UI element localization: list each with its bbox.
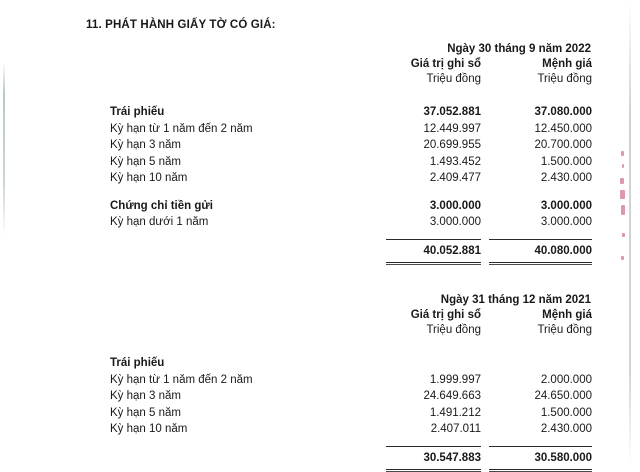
column-header-face-value: Mệnh giá [489, 57, 592, 72]
financial-table-2021 [110, 293, 592, 472]
row-label: Kỳ hạn dưới 1 năm [110, 214, 386, 231]
row-value-face: 20.700.000 [489, 137, 592, 154]
total-value-face: 40.080.000 [489, 243, 592, 259]
column-header-book-value: Giá trị ghi sổ [386, 308, 489, 323]
table-total-2022 [110, 239, 592, 266]
total-column-book [386, 239, 489, 266]
row-value-face: 2.430.000 [489, 421, 592, 438]
total-column-face [489, 446, 592, 472]
row-value-face: 2.000.000 [489, 372, 592, 389]
column-header-face-value: Mệnh giá [489, 308, 592, 323]
scan-artifact-mark [620, 190, 625, 199]
total-rule-top [386, 239, 481, 240]
total-rule-top [489, 446, 592, 447]
table-body-2022 [110, 104, 592, 231]
scan-artifact-mark [621, 256, 624, 260]
total-rule-bottom [386, 262, 481, 263]
row-value-book: 1.493.452 [386, 154, 489, 171]
table-row [110, 154, 592, 171]
row-value-book: 37.052.881 [386, 104, 489, 121]
row-value-book: 12.449.997 [386, 121, 489, 138]
table-row [110, 121, 592, 138]
total-value-face: 30.580.000 [489, 450, 592, 466]
column-unit-book-value: Triệu đồng [386, 323, 489, 338]
table-body-2021 [110, 355, 592, 438]
total-gap [110, 231, 592, 239]
financial-table-2022 [110, 42, 592, 265]
row-value-book: 2.409.477 [386, 170, 489, 187]
scan-artifact-mark [620, 178, 624, 184]
row-value-book: 1.999.997 [386, 372, 489, 389]
column-unit-book-value: Triệu đồng [386, 72, 489, 87]
total-value-book: 40.052.881 [386, 243, 481, 259]
row-label: Kỳ hạn 3 năm [110, 388, 386, 405]
table-header-2021 [110, 293, 592, 338]
row-label: Kỳ hạn 10 năm [110, 170, 386, 187]
row-label: Kỳ hạn từ 1 năm đến 2 năm [110, 121, 386, 138]
row-value-face: 12.450.000 [489, 121, 592, 138]
row-value-book: 3.000.000 [386, 198, 489, 215]
column-unit-face-value: Triệu đồng [489, 323, 592, 338]
row-label: Kỳ hạn từ 1 năm đến 2 năm [110, 372, 386, 389]
column-units [110, 72, 592, 87]
column-unit-face-value: Triệu đồng [489, 72, 592, 87]
table-total-2021 [110, 446, 592, 472]
table-row [110, 104, 592, 121]
row-label: Kỳ hạn 10 năm [110, 421, 386, 438]
column-titles [110, 57, 592, 72]
row-value-book: 1.491.212 [386, 405, 489, 422]
table-row [110, 388, 592, 405]
row-value-face: 3.000.000 [489, 214, 592, 231]
total-value-book: 30.547.883 [386, 450, 481, 466]
header-body-gap [110, 338, 592, 355]
row-label: Kỳ hạn 5 năm [110, 154, 386, 171]
scan-artifact-mark [622, 233, 625, 237]
total-gap [110, 438, 592, 446]
row-label: Kỳ hạn 3 năm [110, 137, 386, 154]
column-date-header: Ngày 31 tháng 12 năm 2021 [110, 293, 592, 308]
page-title: 11. PHÁT HÀNH GIẤY TỜ CÓ GIÁ: [86, 19, 276, 31]
row-label: Trái phiếu [110, 355, 386, 372]
column-titles [110, 308, 592, 323]
total-rule-top [386, 446, 481, 447]
row-value-face: 37.080.000 [489, 104, 592, 121]
total-rule-bottom-second [489, 264, 592, 265]
scan-artifact-left-edge [3, 62, 5, 237]
row-value-face: 1.500.000 [489, 405, 592, 422]
column-date-header: Ngày 30 tháng 9 năm 2022 [110, 42, 592, 57]
column-units [110, 323, 592, 338]
header-body-gap [110, 87, 592, 104]
row-label: Trái phiếu [110, 104, 386, 121]
table-row [110, 421, 592, 438]
total-rule-bottom [489, 262, 592, 263]
table-row [110, 170, 592, 187]
table-row [110, 355, 592, 372]
row-value-book: 20.699.955 [386, 137, 489, 154]
column-header-book-value: Giá trị ghi sổ [386, 57, 489, 72]
row-value-face: 1.500.000 [489, 154, 592, 171]
total-rule-bottom-second [386, 264, 481, 265]
row-label: Kỳ hạn 5 năm [110, 405, 386, 422]
table-header-2022 [110, 42, 592, 87]
row-value-face: 24.650.000 [489, 388, 592, 405]
scan-artifact-mark [622, 164, 624, 168]
table-row [110, 198, 592, 215]
total-rule-bottom [386, 469, 481, 470]
table-row [110, 372, 592, 389]
row-value-book: 24.649.663 [386, 388, 489, 405]
scan-artifact-right-edge [629, 0, 631, 465]
table-row [110, 214, 592, 231]
total-rule-top [489, 239, 592, 240]
row-label: Chứng chỉ tiền gửi [110, 198, 386, 215]
scan-artifact-mark [621, 151, 624, 156]
scan-artifact-mark [621, 205, 625, 215]
row-value-face: 3.000.000 [489, 198, 592, 215]
table-row [110, 137, 592, 154]
table-row [110, 405, 592, 422]
row-value-face: 2.430.000 [489, 170, 592, 187]
row-value-book: 3.000.000 [386, 214, 489, 231]
group-gap [110, 187, 592, 198]
total-column-face [489, 239, 592, 266]
row-value-book: 2.407.011 [386, 421, 489, 438]
total-column-book [386, 446, 489, 472]
total-rule-bottom [489, 469, 592, 470]
